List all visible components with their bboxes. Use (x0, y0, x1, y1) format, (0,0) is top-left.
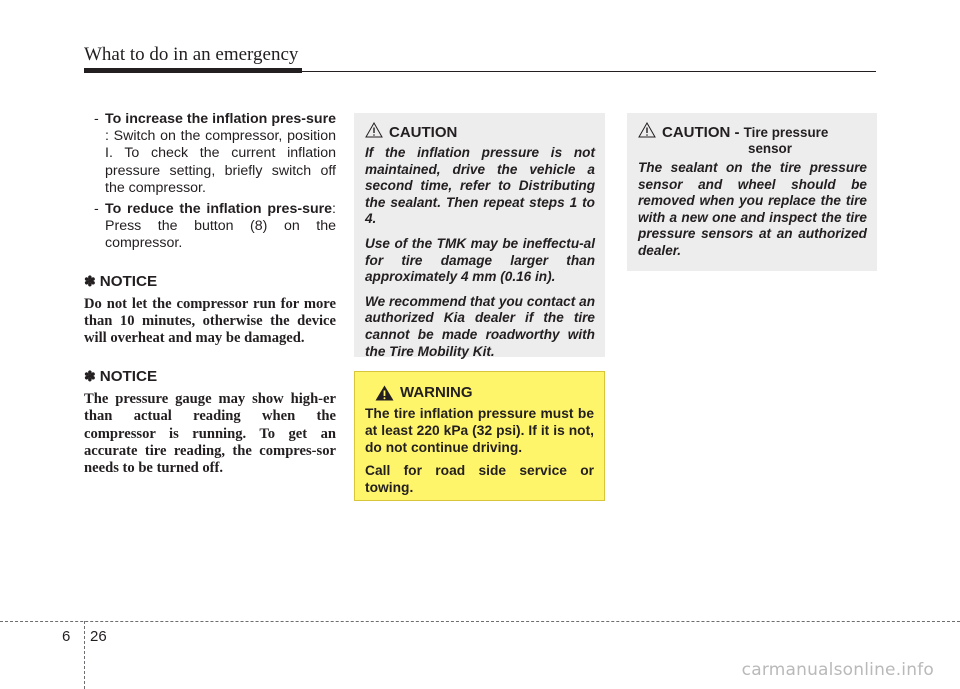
step-dash: - (94, 111, 99, 127)
warning-title: WARNING (400, 384, 473, 401)
caution-box-inflation (354, 113, 605, 357)
notice-title: NOTICE (99, 367, 158, 385)
caution-title: CAUTION - (662, 124, 740, 141)
left-column (84, 111, 336, 478)
step-text: : Press the button (8) on the compressor. (105, 201, 336, 252)
step-reduce-pressure (84, 201, 336, 253)
warning-paragraph: Call for road side service or towing. (365, 463, 594, 495)
notice-title: NOTICE (99, 272, 158, 290)
footer-divider (84, 621, 85, 689)
step-text: : Switch on the compressor, position I. To check the current inflation pressure setting, briefly switch off the compressor. (105, 128, 336, 196)
warning-heading (365, 384, 594, 401)
caution-title: CAUTION (389, 124, 458, 141)
watermark: carmanualsonline.info (741, 660, 934, 680)
chapter-number: 6 (62, 628, 71, 645)
page-number: 26 (90, 628, 107, 645)
header-rule-thick (84, 68, 302, 73)
header-rule-thin (302, 71, 876, 72)
caution-heading (365, 122, 595, 141)
footer-rule (0, 621, 960, 622)
warning-paragraph: The tire inflation pressure must be at least 220 kPa (32 psi). If it is not, do not continue driving. (365, 406, 594, 455)
step-heading: To increase the inflation pres-sure (105, 111, 336, 127)
caution-heading (638, 122, 867, 156)
asterisk-icon: ✽ (84, 367, 96, 384)
step-dash: - (94, 201, 99, 218)
notice-heading (84, 368, 336, 385)
caution-paragraph: Use of the TMK may be ineffectu-al for tire damage larger than approximately 4 mm (0.16 in). (365, 235, 595, 285)
caution-paragraph: We recommend that you contact an authorized Kia dealer if the tire cannot be made roadworthy with the Tire Mobility Kit. (365, 293, 595, 359)
warning-box (354, 371, 605, 501)
step-heading: To reduce the inflation pres-sure (105, 201, 333, 218)
caution-paragraph: If the inflation pressure is not maintained, drive the vehicle a second time, refer to Distributing the sealant. Then repeat steps 1 to 4. (365, 145, 595, 227)
notice-heading (84, 273, 336, 290)
step-increase-pressure (84, 111, 336, 197)
warning-triangle-icon (375, 385, 394, 401)
caution-subtitle: Tire pressure (743, 125, 829, 140)
caution-triangle-icon (638, 122, 656, 138)
caution-box-tire-pressure-sensor (627, 113, 877, 271)
page-header-title: What to do in an emergency (84, 44, 299, 65)
notice-body-pressure-gauge: The pressure gauge may show high-er than actual reading when the compressor is running. To get an accurate tire reading, the compres-sor needs to be turned off. (84, 390, 336, 477)
notice-body-compressor-runtime: Do not let the compressor run for more than 10 minutes, otherwise the device will overheat and may be damaged. (84, 295, 336, 347)
caution-subtitle-line2: sensor (748, 141, 792, 156)
caution-paragraph: The sealant on the tire pressure sensor and wheel should be removed when you replace the tire with a new one and inspect the tire pressure sensors at an authorized dealer. (638, 160, 867, 258)
caution-triangle-icon (365, 122, 383, 138)
asterisk-icon: ✽ (84, 272, 96, 289)
